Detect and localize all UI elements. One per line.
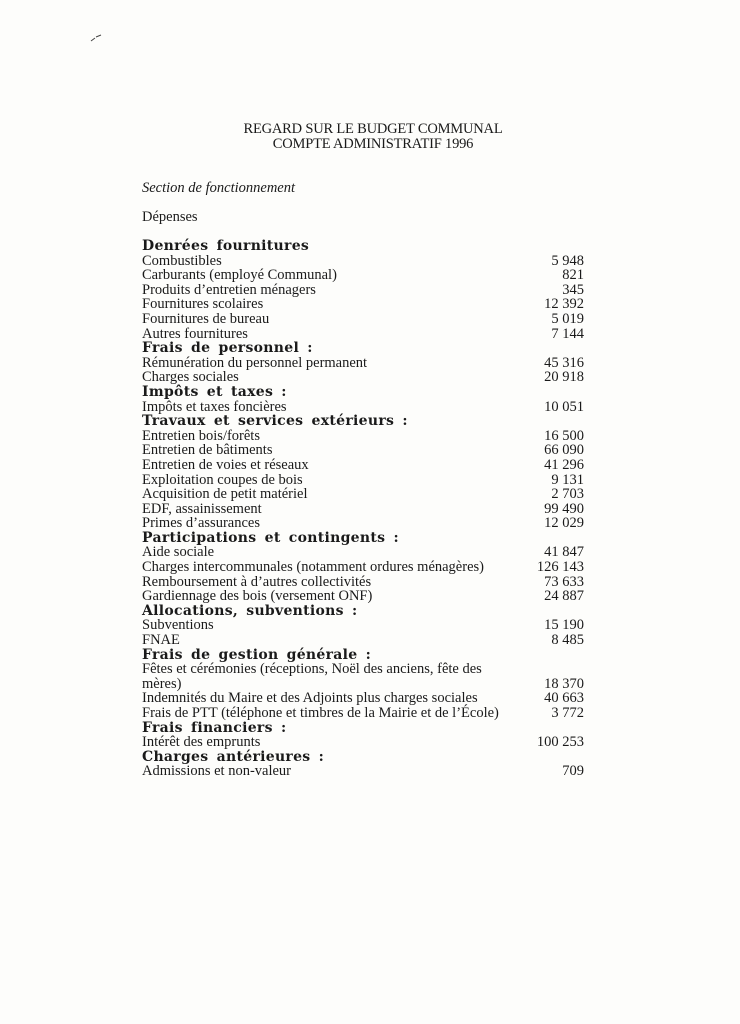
expense-amount: 3 772 bbox=[551, 705, 584, 721]
expense-amount: 100 253 bbox=[536, 734, 584, 751]
expense-label: Combustibles bbox=[142, 252, 222, 269]
group-heading: Charges antérieures : bbox=[142, 748, 325, 765]
expense-row bbox=[142, 545, 584, 560]
expense-amount: 12 392 bbox=[544, 296, 584, 313]
expense-label: Exploitation coupes de bois bbox=[142, 471, 303, 488]
expense-amount: 15 190 bbox=[544, 617, 584, 634]
expense-label: Entretien de bâtiments bbox=[142, 442, 273, 459]
expense-row bbox=[142, 662, 584, 691]
expense-label: Entretien bois/forêts bbox=[142, 427, 260, 444]
expense-row bbox=[142, 706, 584, 721]
section-heading: Section de fonctionnement bbox=[142, 180, 296, 196]
expense-amount: 45 316 bbox=[544, 354, 584, 371]
expense-label: Primes d’assurances bbox=[142, 515, 260, 532]
title-line-2: COMPTE ADMINISTRATIF 1996 bbox=[272, 136, 474, 152]
expense-label: Produits d’entretien ménagers bbox=[142, 281, 316, 298]
expense-row bbox=[142, 473, 584, 488]
expense-row bbox=[142, 516, 584, 531]
expense-row bbox=[142, 618, 584, 633]
expense-amount: 126 143 bbox=[536, 559, 584, 576]
expense-row bbox=[142, 589, 584, 604]
expense-label: Fournitures scolaires bbox=[142, 296, 264, 313]
expense-amount: 8 485 bbox=[551, 632, 584, 649]
expense-row bbox=[142, 691, 584, 706]
pen-mark-icon bbox=[90, 34, 102, 42]
expense-row bbox=[142, 268, 584, 283]
group-heading: Participations et contingents : bbox=[142, 529, 399, 546]
expense-amount: 709 bbox=[562, 763, 584, 780]
expense-label: Gardiennage des bois (versement ONF) bbox=[142, 588, 373, 605]
expense-row bbox=[142, 458, 584, 473]
expense-amount: 99 490 bbox=[544, 500, 584, 517]
expense-row bbox=[142, 764, 584, 779]
expense-amount: 16 500 bbox=[544, 427, 584, 444]
expense-amount: 20 918 bbox=[544, 369, 584, 386]
expense-label: Indemnités du Maire et des Adjoints plus charges sociales bbox=[142, 690, 478, 707]
title-line-1: REGARD SUR LE BUDGET COMMUNAL bbox=[243, 121, 503, 137]
expense-amount: 821 bbox=[562, 267, 584, 284]
expense-amount: 18 370 bbox=[544, 675, 584, 692]
expense-label: Remboursement à d’autres collectivités bbox=[142, 573, 372, 590]
group-heading: Frais de personnel : bbox=[142, 340, 313, 357]
expense-label: Entretien de voies et réseaux bbox=[142, 456, 309, 473]
expense-label: Carburants (employé Communal) bbox=[142, 267, 337, 284]
expense-label: Charges sociales bbox=[142, 369, 239, 386]
expense-label: Subventions bbox=[142, 617, 214, 634]
subsection-heading: Dépenses bbox=[142, 209, 198, 225]
expense-row bbox=[142, 254, 584, 269]
expense-row bbox=[142, 429, 584, 444]
expense-label: FNAE bbox=[142, 632, 180, 649]
expense-label: Aide sociale bbox=[142, 544, 215, 561]
expense-row bbox=[142, 575, 584, 590]
expense-amount: 345 bbox=[562, 281, 584, 298]
group-heading: Frais de gestion générale : bbox=[142, 646, 372, 663]
expense-label: Fêtes et cérémonies (réceptions, Noël des anciens, fête des mères) bbox=[142, 661, 482, 692]
group-heading: Allocations, subventions : bbox=[142, 602, 358, 619]
expense-row bbox=[142, 633, 584, 648]
group-heading: Frais financiers : bbox=[142, 719, 287, 736]
group-heading: Travaux et services extérieurs : bbox=[142, 413, 408, 430]
expense-label: Fournitures de bureau bbox=[142, 310, 270, 327]
expense-amount: 2 703 bbox=[551, 486, 584, 503]
expense-amount: 10 051 bbox=[544, 398, 584, 415]
expense-label: Charges intercommunales (notamment ordures ménagères) bbox=[142, 559, 484, 576]
expense-label: Frais de PTT (téléphone et timbres de la Mairie et de l’École) bbox=[142, 705, 499, 721]
expense-amount: 7 144 bbox=[551, 325, 584, 342]
expense-label: Intérêt des emprunts bbox=[142, 734, 261, 751]
expense-amount: 66 090 bbox=[544, 442, 584, 459]
expense-row bbox=[142, 370, 584, 385]
expense-label: EDF, assainissement bbox=[142, 500, 262, 517]
group-heading: Impôts et taxes : bbox=[142, 383, 287, 400]
expense-amount: 24 887 bbox=[544, 588, 584, 605]
expense-label: Autres fournitures bbox=[142, 325, 248, 342]
expense-row bbox=[142, 735, 584, 750]
expense-row bbox=[142, 400, 584, 415]
expense-amount: 73 633 bbox=[544, 573, 584, 590]
expense-amount: 40 663 bbox=[544, 690, 584, 707]
expense-amount: 5 019 bbox=[551, 310, 584, 327]
expense-row bbox=[142, 327, 584, 342]
expense-label: Rémunération du personnel permanent bbox=[142, 354, 368, 371]
expense-amount: 41 296 bbox=[544, 456, 584, 473]
expense-list bbox=[142, 239, 584, 779]
expense-row bbox=[142, 356, 584, 371]
expense-row bbox=[142, 443, 584, 458]
expense-amount: 12 029 bbox=[544, 515, 584, 532]
expense-row bbox=[142, 297, 584, 312]
expense-amount: 5 948 bbox=[551, 252, 584, 269]
expense-label: Acquisition de petit matériel bbox=[142, 486, 308, 503]
expense-label: Admissions et non-valeur bbox=[142, 763, 292, 780]
expense-amount: 9 131 bbox=[551, 471, 584, 488]
expense-row bbox=[142, 502, 584, 517]
expense-row bbox=[142, 283, 584, 298]
expense-amount: 41 847 bbox=[544, 544, 584, 561]
expense-row bbox=[142, 487, 584, 502]
document-title bbox=[140, 122, 606, 152]
group-heading: Denrées fournitures bbox=[142, 238, 310, 254]
expense-row bbox=[142, 312, 584, 327]
expense-row bbox=[142, 560, 584, 575]
expense-label: Impôts et taxes foncières bbox=[142, 398, 287, 415]
